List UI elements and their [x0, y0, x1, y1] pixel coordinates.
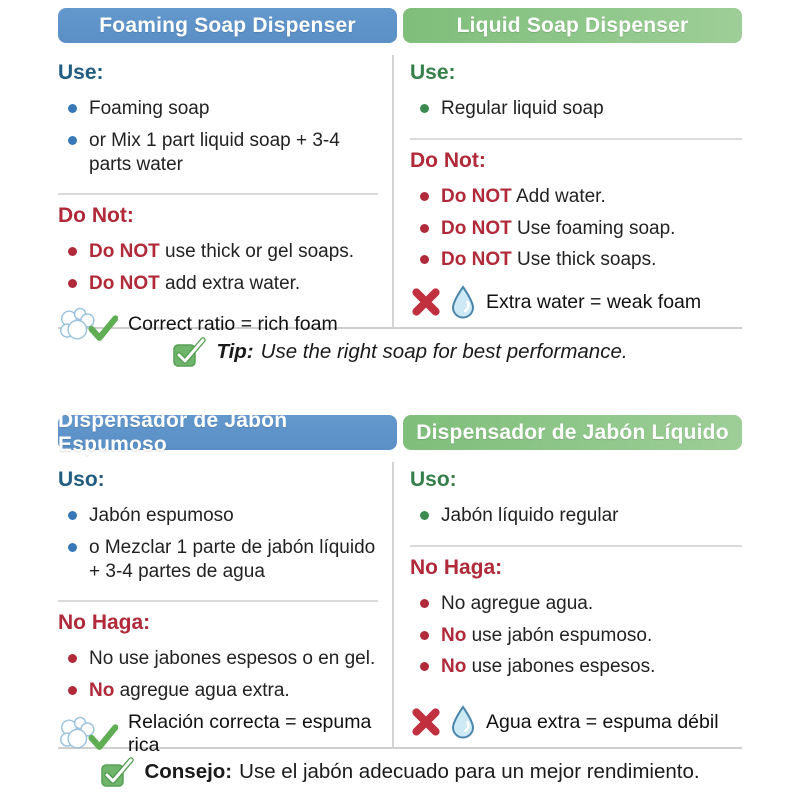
list-item-text [441, 217, 675, 241]
list-item [410, 504, 742, 528]
english-header-row [58, 8, 742, 43]
use-heading: Use: [410, 61, 456, 84]
use-heading: Uso: [58, 468, 105, 491]
donot-rest: add extra water. [159, 273, 301, 294]
x-icon [410, 286, 442, 318]
list-item-text [89, 647, 375, 671]
english-liquid-column [392, 55, 742, 327]
bullet-dot [420, 599, 429, 608]
verdict-row [410, 285, 742, 327]
dispensador-liquido-header: Dispensador de Jabón Líquido [403, 415, 742, 450]
checkbox-check-icon [172, 336, 206, 368]
x-icon [410, 706, 442, 738]
donot-rest: Add water. [511, 185, 606, 207]
list-item [58, 129, 378, 177]
foaming-soap-header: Foaming Soap Dispenser [58, 8, 397, 43]
english-columns [58, 55, 742, 336]
use-list [410, 89, 742, 129]
bullet-dot [68, 279, 77, 288]
donot-list [58, 232, 378, 304]
tip-label: Consejo: [144, 760, 233, 783]
list-item [58, 97, 378, 121]
donot-rest: use jabones espesos. [466, 656, 656, 678]
bullet-dot [68, 511, 77, 520]
donot-emphasis: Do NOT [89, 273, 160, 294]
column-divider [58, 600, 378, 602]
list-item [58, 679, 378, 703]
list-item [410, 248, 742, 272]
checkmark-icon [88, 724, 118, 752]
bullet-dot [420, 255, 429, 264]
donot-rest: No agregue agua. [441, 592, 594, 614]
verdict-text: Extra water = weak foam [486, 290, 702, 313]
bullet-dot [420, 192, 429, 201]
list-item-text [441, 592, 593, 616]
column-divider [410, 138, 742, 140]
bullet-dot [68, 136, 77, 145]
list-item [410, 97, 742, 121]
donot-rest: agregue agua extra. [114, 680, 290, 701]
column-divider [58, 193, 378, 195]
list-item [410, 217, 742, 241]
use-list [58, 496, 378, 591]
donot-list [58, 639, 378, 711]
use-heading: Uso: [410, 468, 457, 491]
dispensador-espumoso-header: Dispensador de Jabón Espumoso [58, 415, 397, 450]
checkmark-icon [88, 315, 118, 343]
bullet-dot [420, 224, 429, 233]
section-english [58, 8, 742, 375]
tip-label: Tip: [216, 340, 254, 363]
list-item-text: Jabón espumoso [89, 505, 234, 526]
use-list [58, 89, 378, 184]
spanish-header-row [58, 408, 742, 456]
tip-text: Use el jabón adecuado para un mejor rendimiento. [239, 760, 700, 783]
section-spanish [58, 408, 742, 795]
donot-rest: Use thick soaps. [511, 249, 657, 271]
bullet-dot [420, 511, 429, 520]
english-foaming-column [58, 55, 392, 336]
list-item-text [441, 655, 655, 679]
donot-emphasis: No [441, 656, 467, 678]
verdict-text: Relación correcta = espuma rica [128, 710, 372, 756]
donot-heading: Do Not: [58, 204, 134, 228]
list-item [58, 647, 378, 671]
list-item-text: or Mix 1 part liquid soap + 3-4 parts water [89, 129, 340, 175]
bullet-dot [420, 631, 429, 640]
list-item-text [441, 185, 606, 209]
verdict-row [410, 705, 742, 747]
donot-emphasis: Do NOT [89, 241, 160, 263]
list-item-text [441, 624, 652, 648]
list-item-text: Foaming soap [89, 98, 210, 119]
bullet-dot [68, 247, 77, 256]
water-droplet-icon [450, 285, 476, 319]
donot-list [410, 177, 742, 280]
spanish-foaming-column [58, 462, 392, 756]
donot-heading: Do Not: [410, 148, 486, 172]
bullet-dot [420, 104, 429, 113]
donot-heading: No Haga: [410, 555, 503, 579]
column-divider [410, 545, 742, 547]
list-item-text [89, 240, 354, 264]
bullet-dot [68, 686, 77, 695]
donot-rest: use thick or gel soaps. [159, 241, 355, 263]
use-list [410, 496, 742, 536]
list-item-text: Jabón líquido regular [441, 505, 619, 526]
bullet-dot [68, 654, 77, 663]
list-item-text: o Mezclar 1 parte de jabón líquido + 3-4 partes de agua [89, 536, 376, 582]
donot-heading: No Haga: [58, 611, 151, 635]
tip-text: Use the right soap for best performance. [260, 340, 628, 363]
list-item [410, 185, 742, 209]
spanish-columns [58, 462, 742, 756]
donot-emphasis: No [441, 624, 467, 646]
liquid-soap-header: Liquid Soap Dispenser [403, 8, 742, 43]
donot-rest: Use foaming soap. [511, 217, 676, 239]
list-item-text: Regular liquid soap [441, 98, 604, 119]
donot-emphasis: Do NOT [441, 217, 512, 239]
list-item-text [89, 679, 290, 703]
donot-emphasis: Do NOT [441, 249, 512, 271]
spanish-liquid-column [392, 462, 742, 747]
list-item-text [89, 272, 300, 296]
list-item [410, 655, 742, 679]
list-item [58, 272, 378, 296]
list-item-text [441, 248, 656, 272]
verdict-text: Agua extra = espuma débil [486, 710, 719, 733]
donot-emphasis: No [89, 680, 115, 701]
list-item [58, 536, 378, 584]
donot-list [410, 584, 742, 687]
list-item [58, 240, 378, 264]
list-item [58, 504, 378, 528]
bullet-dot [420, 662, 429, 671]
donot-rest: No use jabones espesos o en gel. [89, 648, 376, 670]
verdict-text: Correct ratio = rich foam [128, 313, 338, 336]
bullet-dot [68, 543, 77, 552]
list-item [410, 624, 742, 648]
bullet-dot [68, 104, 77, 113]
use-heading: Use: [58, 61, 104, 84]
list-item [410, 592, 742, 616]
donot-rest: use jabón espumoso. [466, 624, 653, 646]
donot-emphasis: Do NOT [441, 185, 512, 207]
checkbox-check-icon [100, 756, 134, 788]
water-droplet-icon [450, 705, 476, 739]
